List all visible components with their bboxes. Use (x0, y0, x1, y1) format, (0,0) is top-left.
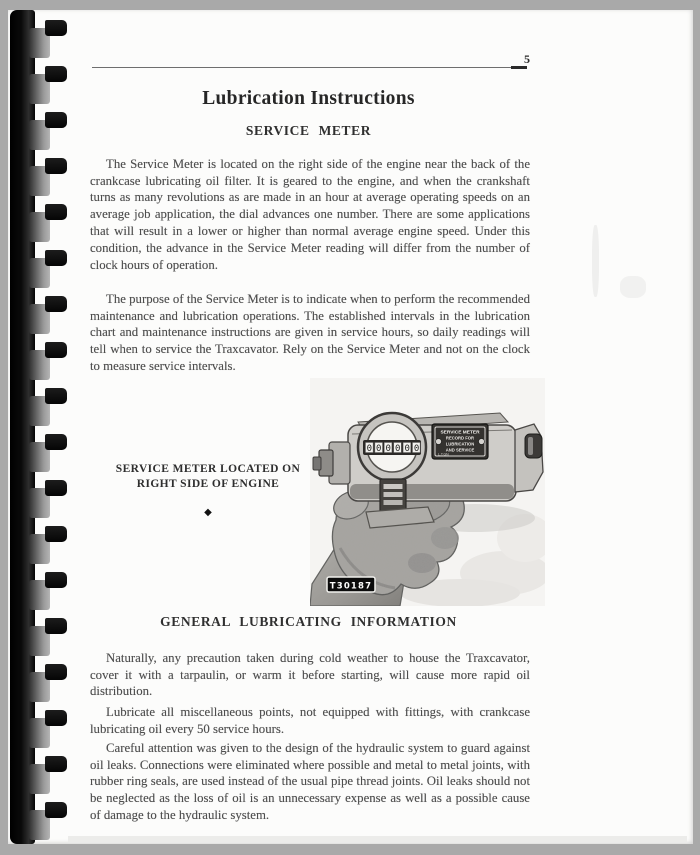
binding-tooth-tip (45, 204, 67, 220)
instruction-plate (432, 424, 488, 459)
page-edge-shadow (68, 836, 687, 842)
scan-artifact (620, 276, 646, 298)
paragraph: Careful attention was given to the design of the hydraulic system to guard against oil leaks. Connections were eliminated where possible and metal to metal joints, with rubber ring seals, are used instead of the usual pipe thread joints. Oil leaks should not be neglected as the loss of oil is an unnecessary expense as well as a possible cause of damage to the hydraulic system. (90, 740, 530, 822)
binding-tooth-tip (45, 434, 67, 450)
binding-tooth-tip (45, 756, 67, 772)
binding-tooth-tip (45, 342, 67, 358)
paragraph: Lubricate all miscellaneous points, not equipped with fittings, with crankcase lubricating oil every 50 service hours. (90, 704, 530, 736)
diamond-marker-icon: ◆ (204, 507, 212, 518)
paragraph: The Service Meter is located on the right side of the engine near the back of the crankcase lubricating oil filter. It is geared to the engine, and when the crankshaft turns as many revolutions as are made in an hour at average operating speeds on an average job application, the dial advances one number. There are some applications that will result in a lower or higher than normal average engine speed. Under this condition, the advance in the Service Meter reading will differ from the number of clock hours of operation. (90, 156, 530, 272)
binding-tooth-tip (45, 388, 67, 404)
service-meter-photo (310, 378, 545, 606)
photo-tag-text: T30187 (329, 581, 373, 592)
page-title: Lubrication Instructions (202, 88, 415, 109)
page-number-underline (511, 66, 527, 69)
page-number: 5 (524, 52, 530, 66)
scan-artifact (592, 225, 599, 297)
figure-caption-line: SERVICE METER LOCATED ON (115, 463, 301, 475)
section-heading-service-meter: SERVICE METER (245, 123, 372, 138)
binding-tooth-tip (45, 112, 67, 128)
binding-tooth-tip (45, 572, 67, 588)
plate-line: AND SERVICE (445, 447, 475, 453)
binding-tooth-tip (45, 802, 67, 818)
section-heading-general-lubricating: GENERAL LUBRICATING INFORMATION (160, 614, 457, 629)
binding-tooth-tip (45, 66, 67, 82)
header-rule (92, 67, 527, 68)
binding-tooth-tip (45, 664, 67, 680)
binding-tooth-tip (45, 618, 67, 634)
manual-page (8, 10, 693, 844)
paragraph: The purpose of the Service Meter is to indicate when to perform the recommended maintenance and lubrication operations. The established intervals in the lubrication chart and maintenance instructions are given in service hours, so daily readings will tell when to service the Traxcavator. Rely on the Service Meter and not on the clock to measure service intervals. (90, 291, 530, 373)
binding-tooth-tip (45, 710, 67, 726)
binding-tooth-tip (45, 20, 67, 36)
photo-id-tag (327, 577, 375, 592)
comb-binding (10, 10, 68, 844)
paragraph: Naturally, any precaution taken during cold weather to house the Traxcavator, cover it with a tarpaulin, or warm it before starting, will cause more rapid oil distribution. (90, 650, 530, 699)
binding-tooth-tip (45, 250, 67, 266)
binding-tooth-tip (45, 158, 67, 174)
figure-caption (110, 462, 306, 492)
plate-footer: L.T.GN (438, 452, 449, 457)
odometer-digits: 000000 (366, 443, 424, 454)
figure-caption-line: RIGHT SIDE OF ENGINE (136, 478, 280, 490)
plate-line: RECORD FOR (445, 435, 475, 441)
binding-tooth-tip (45, 296, 67, 312)
binding-tooth-tip (45, 480, 67, 496)
plate-line: SERVICE METER (440, 430, 480, 436)
plate-line: LUBRICATION (445, 441, 475, 447)
binding-tooth-tip (45, 526, 67, 542)
